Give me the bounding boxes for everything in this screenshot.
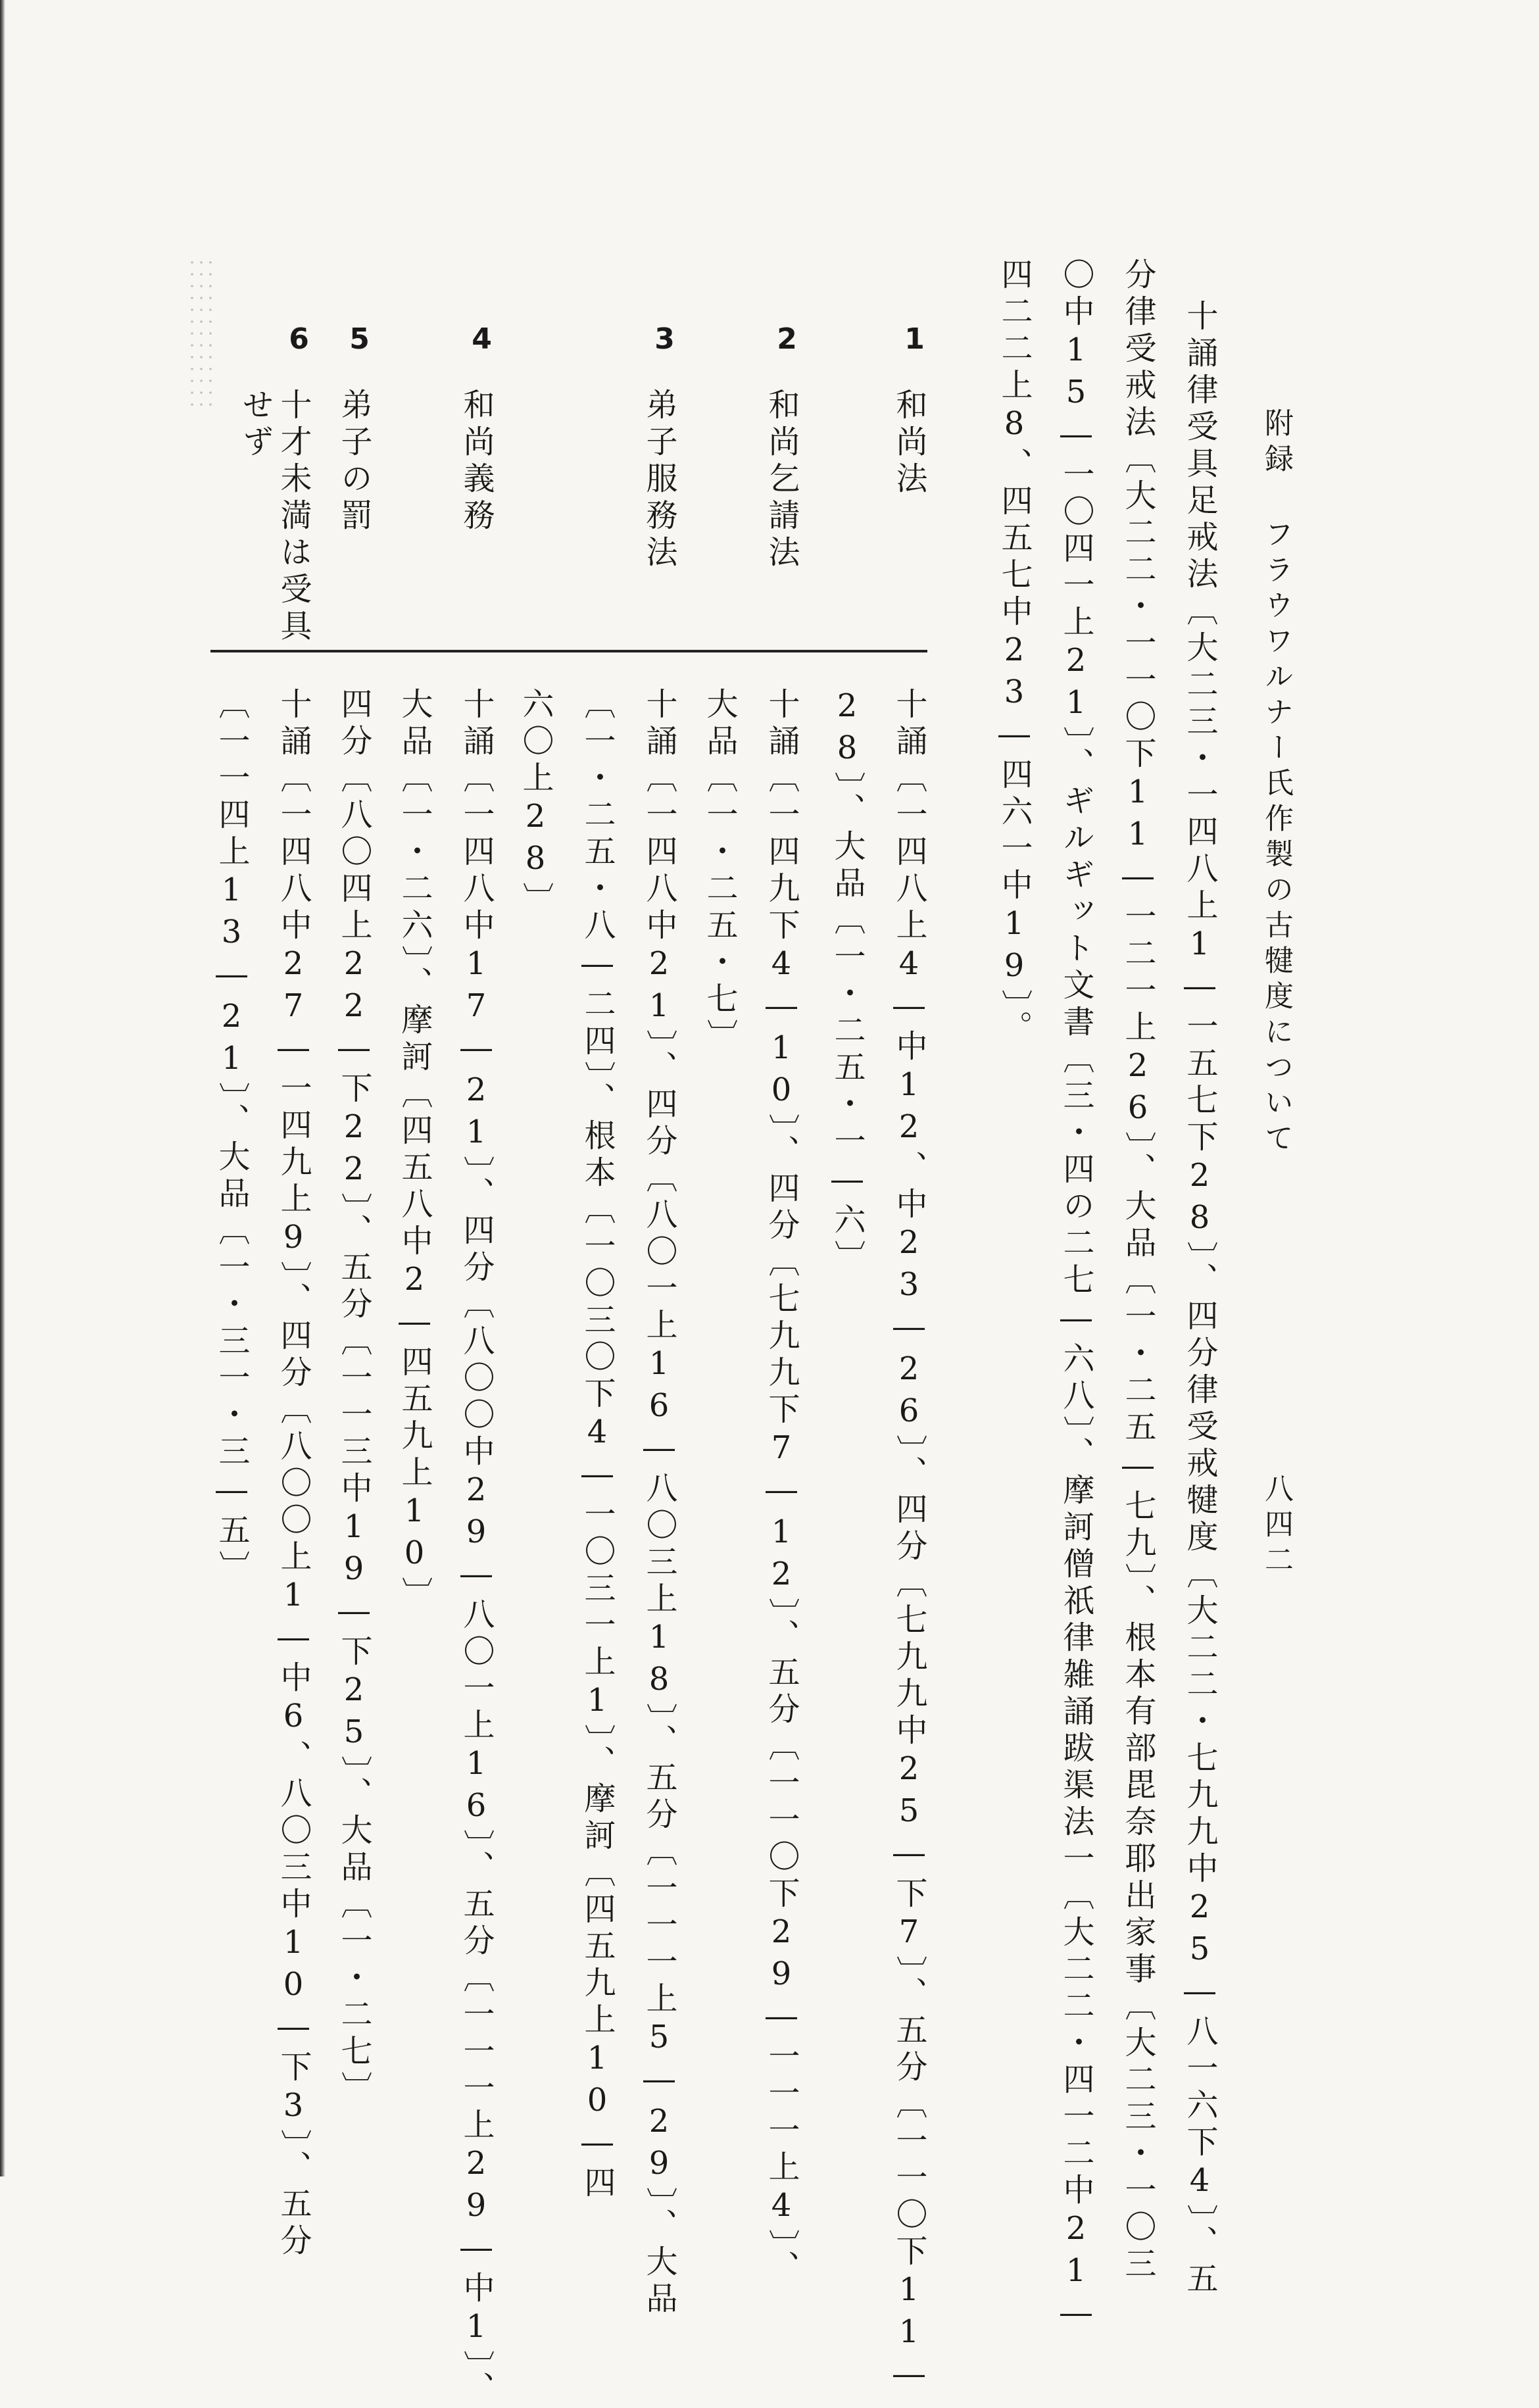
reference-line: 大品〔一・二五・七〕	[701, 687, 738, 1056]
reference-line: 〔一一四上13―21〕、大品〔一・三一・三―五〕	[213, 687, 250, 1587]
reference-line: 四分〔八〇四上22―下22〕、五分〔一一三中19―下25〕、大品〔一・二七〕	[335, 687, 372, 2108]
margin-speckles	[187, 257, 214, 414]
reference-line: 大品〔一・二六〕、摩訶〔四五八中2―四五九上10〕	[396, 687, 433, 1613]
reference-line: 28〕、大品〔一・二五・一―六〕	[829, 687, 866, 1277]
reference-line: 十誦〔一四八中17―21〕、四分〔八〇〇中29―八〇一上16〕、五分〔一一一上29―中1〕、	[458, 687, 495, 2408]
intro-line: 四二二上8、四五七中23―四六一中19〕。	[996, 258, 1033, 1047]
reference-line: 十誦〔一四八中27―一四九上9〕、四分〔八〇〇上1―中6、八〇三中10―下3〕、五分	[275, 687, 312, 2261]
reference-line: 十誦〔一四八上4―中12、中23―26〕、四分〔七九九中25―下7〕、五分〔一一〇下11―	[891, 687, 927, 2397]
item-label: 弟子服務法	[641, 388, 677, 572]
item-number: 5	[343, 322, 376, 361]
item-number: 6	[282, 322, 316, 361]
reference-line: 十誦〔一四九下4―10〕、四分〔七九九下7―12〕、五分〔一一〇下29―一一一上4〕、	[763, 687, 800, 2287]
reference-line: 六〇上28〕	[517, 687, 554, 919]
item-label: 和尚乞請法	[763, 388, 800, 572]
item-label-continued: せず	[237, 388, 274, 462]
item-label: 十才未満は受具	[275, 388, 312, 646]
intro-line: 分律受戒法〔大二二・一一〇下11―一二一上26〕、大品〔一・二五―七九〕、根本有部毘奈耶出家事〔大二三・一〇三	[1119, 258, 1156, 2284]
intro-line: 〇中15―一〇四一上21〕、ギルギット文書〔三・四の二七―六八〕、摩訶僧祇律雑誦跋渠法一〔大二二・四一二中21―	[1058, 258, 1094, 2336]
item-label: 和尚法	[891, 388, 927, 499]
item-number: 4	[465, 322, 499, 361]
running-header-title: 附録 フラウワルナー氏作製の古犍度について	[1259, 408, 1293, 1158]
page-number: 八四二	[1259, 1473, 1293, 1580]
reference-line: 十誦〔一四八中21〕、四分〔八〇一上16―八〇三上18〕、五分〔一一一上5―29〕、大品	[641, 687, 677, 2319]
intro-line: 十誦律受具足戒法〔大二三・一四八上1―一五七下28〕、四分律受戒犍度〔大二二・七九九中25―八一六下4〕、五	[1181, 299, 1218, 2299]
item-number: 2	[770, 322, 804, 361]
item-label: 弟子の罰	[335, 388, 372, 535]
reference-line: 〔一・二五・八―二四〕、根本〔一〇三〇下4―一〇三一上1〕、摩訶〔四五九上10―四	[579, 687, 616, 2203]
item-label: 和尚義務	[458, 388, 495, 535]
item-number: 1	[898, 322, 931, 361]
section-divider	[210, 650, 927, 652]
page-edge-shadow	[0, 0, 5, 2176]
item-number: 3	[648, 322, 681, 361]
